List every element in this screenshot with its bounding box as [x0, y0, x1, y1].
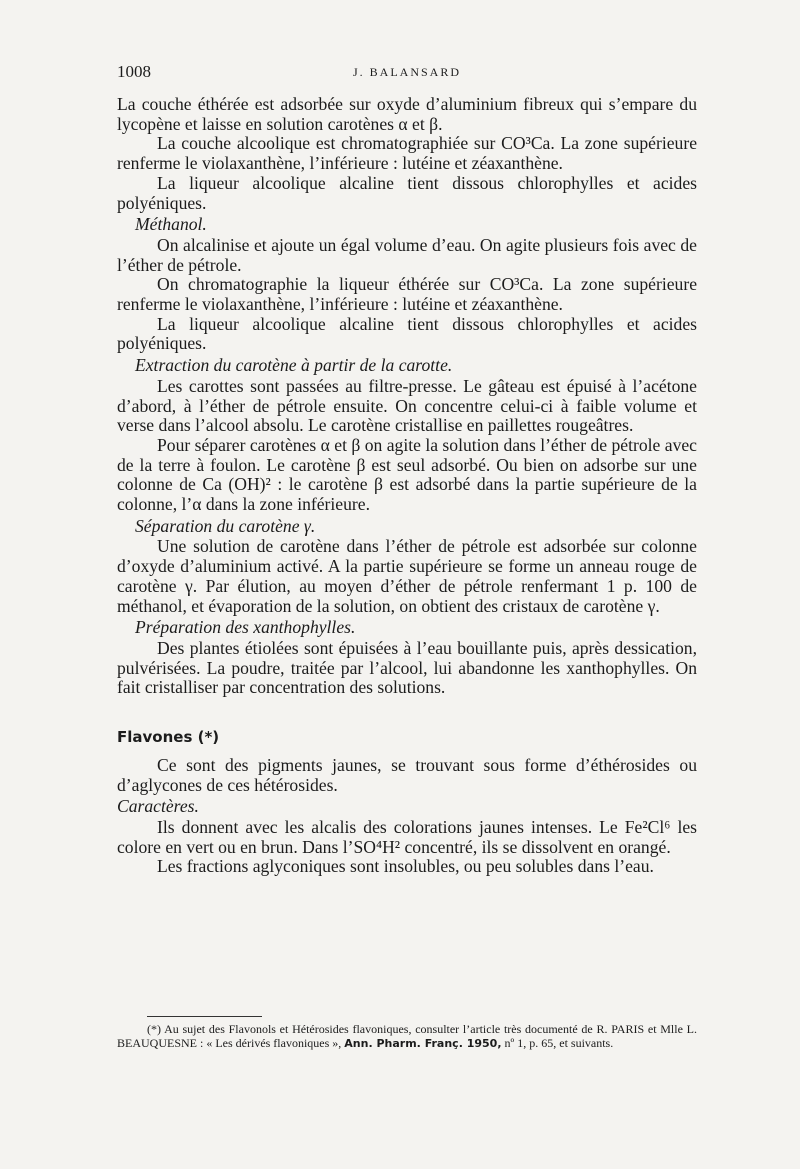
footnote-rule: [147, 1016, 262, 1017]
footnote-intro: (*) Au sujet des Flavonols et Hétérosides flavoniques, consulter l’article très documenté de R. PARIS et Mlle L. BEAUQUESNE : « Les dérivés flavoniques »,: [117, 1022, 697, 1050]
subheading: Préparation des xanthophylles.: [135, 617, 356, 638]
subheading: Extraction du carotène à partir de la carotte.: [135, 355, 453, 376]
paragraph: Pour séparer carotènes α et β on agite la solution dans l’éther de pétrole avec de la terre à foulon. Le carotène β est seul adsorbé. Ou bien on adsorbe sur une colonne de Ca (OH)² : le carotène β est adsorbé dans la partie supérieure de la colonne, l’α dans la zone inférieure.: [117, 434, 697, 515]
running-title: J. BALANSARD: [352, 65, 461, 79]
paragraph: Les fractions aglyconiques sont insolubles, ou peu solubles dans l’eau.: [157, 856, 654, 877]
footnote-journal: Ann. Pharm. Franç. 1950,: [344, 1037, 502, 1050]
subheading: Caractères.: [117, 796, 199, 817]
paragraph: La couche éthérée est adsorbée sur oxyde d’aluminium fibreux qui s’empare du lycopène et laisse en solution carotènes α et β.: [117, 94, 697, 134]
paragraph: Une solution de carotène dans l’éther de pétrole est adsorbée sur colonne d’oxyde d’aluminium activé. A la partie supérieure se forme un anneau rouge de carotène γ. Par élution, au moyen d’éther de pétrole renfermant 1 p. 100 de méthanol, et évaporation de la solution, on obtient des cristaux de carotène γ.: [117, 536, 697, 616]
footnote-text: [117, 1022, 697, 1051]
subheading: Séparation du carotène γ.: [135, 515, 316, 536]
paragraph: La liqueur alcoolique alcaline tient dissous chlorophylles et acides polyéniques.: [117, 172, 697, 213]
body-text: [117, 95, 697, 877]
footnote: [117, 1016, 697, 1051]
paragraph: On alcalinise et ajoute un égal volume d’eau. On agite plusieurs fois avec de l’éther de pétrole.: [117, 234, 697, 275]
footnote-tail: nº 1, p. 65, et suivants.: [501, 1036, 614, 1050]
subheading: Méthanol.: [135, 214, 207, 235]
section-heading: Flavones (*): [117, 728, 220, 747]
paragraph: Ce sont des pigments jaunes, se trouvant sous forme d’éthérosides ou d’aglycones de ces hétérosides.: [117, 754, 697, 795]
paragraph: La couche alcoolique est chromatographiée sur CO³Ca. La zone supérieure renferme le violaxanthène, l’inférieure : lutéine et zéaxanthène.: [117, 133, 697, 174]
page-number: 1008: [117, 62, 151, 81]
paragraph: Les carottes sont passées au filtre-presse. Le gâteau est épuisé à l’acétone d’abord, à l’éther de pétrole ensuite. On concentre celui-ci à faible volume et verse dans l’alcool absolu. Le carotène cristallise en paillettes rougeâtres.: [117, 375, 697, 436]
paragraph: La liqueur alcoolique alcaline tient dissous chlorophylles et acides polyéniques.: [117, 313, 697, 354]
paragraph: Ils donnent avec les alcalis des colorations jaunes intenses. Le Fe²Cl⁶ les colore en vert ou en brun. Dans l’SO⁴H² concentré, ils se dissolvent en orangé.: [117, 816, 697, 857]
paragraph: Des plantes étiolées sont épuisées à l’eau bouillante puis, après dessication, pulvérisées. La poudre, traitée par l’alcool, lui abandonne les xanthophylles. On fait cristalliser par concentration des solutions.: [117, 637, 697, 698]
paragraph: On chromatographie la liqueur éthérée sur CO³Ca. La zone supérieure renferme le violaxanthène, l’inférieure : lutéine et zéaxanthène.: [117, 274, 697, 315]
page-header: [117, 62, 697, 84]
